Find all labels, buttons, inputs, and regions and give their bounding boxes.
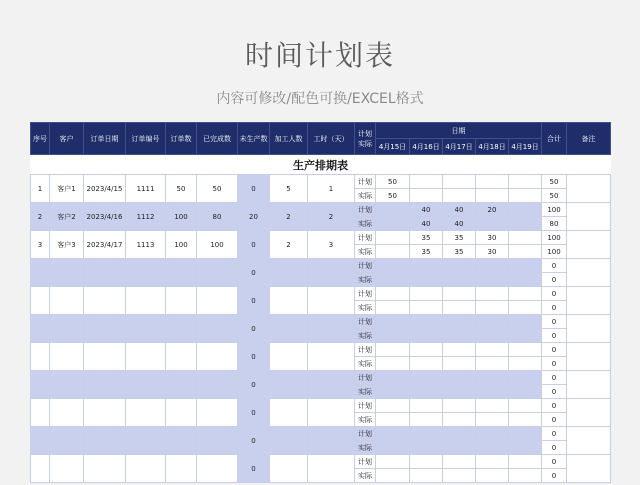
cell-plan-day[interactable] bbox=[509, 231, 542, 245]
col-date: 4月15日 bbox=[376, 139, 410, 155]
plan-label: 计划 bbox=[355, 343, 376, 357]
cell-actual-day[interactable]: 50 bbox=[376, 189, 410, 203]
cell-actual-day[interactable] bbox=[509, 413, 542, 427]
cell-workers[interactable] bbox=[270, 427, 308, 455]
cell-workers[interactable]: 2 bbox=[270, 203, 308, 231]
cell-seq[interactable]: 1 bbox=[31, 175, 50, 203]
cell-plan-day[interactable] bbox=[476, 175, 509, 189]
plan-label: 计划 bbox=[355, 455, 376, 469]
cell-plan-day[interactable] bbox=[476, 259, 509, 273]
actual-label: 实际 bbox=[355, 301, 376, 315]
cell-plan-day[interactable] bbox=[376, 455, 410, 469]
cell-hours[interactable] bbox=[308, 371, 355, 399]
cell-actual-day[interactable] bbox=[443, 329, 476, 343]
cell-remark[interactable] bbox=[567, 203, 611, 231]
col-hours: 工时（天） bbox=[308, 123, 355, 155]
col-order-date: 订单日期 bbox=[84, 123, 126, 155]
plan-label: 计划 bbox=[355, 427, 376, 441]
cell-workers[interactable] bbox=[270, 399, 308, 427]
cell-done-qty[interactable] bbox=[197, 427, 238, 455]
cell-actual-day[interactable]: 35 bbox=[443, 245, 476, 259]
cell-customer[interactable]: 客户2 bbox=[50, 203, 84, 231]
cell-actual-day[interactable] bbox=[410, 329, 443, 343]
cell-actual-day[interactable] bbox=[443, 385, 476, 399]
cell-actual-day[interactable] bbox=[509, 469, 542, 483]
cell-actual-day[interactable] bbox=[509, 329, 542, 343]
cell-remark[interactable] bbox=[567, 231, 611, 259]
cell-remark[interactable] bbox=[567, 427, 611, 455]
cell-order-no[interactable]: 1113 bbox=[126, 231, 166, 259]
cell-actual-total[interactable]: 0 bbox=[542, 413, 567, 427]
cell-plan-total[interactable]: 50 bbox=[542, 175, 567, 189]
cell-undone-qty[interactable]: 0 bbox=[238, 427, 270, 455]
table-row bbox=[31, 343, 611, 357]
cell-plan-day[interactable] bbox=[509, 343, 542, 357]
cell-plan-day[interactable]: 50 bbox=[376, 175, 410, 189]
cell-plan-total[interactable]: 0 bbox=[542, 455, 567, 469]
actual-label: 实际 bbox=[355, 273, 376, 287]
cell-actual-day[interactable] bbox=[476, 413, 509, 427]
cell-order-date[interactable] bbox=[84, 427, 126, 455]
cell-undone-qty[interactable]: 0 bbox=[238, 287, 270, 315]
cell-plan-total[interactable]: 100 bbox=[542, 203, 567, 217]
cell-order-date[interactable]: 2023/4/15 bbox=[84, 175, 126, 203]
cell-undone-qty[interactable]: 0 bbox=[238, 175, 270, 203]
cell-actual-day[interactable] bbox=[476, 469, 509, 483]
cell-remark[interactable] bbox=[567, 175, 611, 203]
cell-done-qty[interactable] bbox=[197, 399, 238, 427]
cell-actual-day[interactable] bbox=[509, 441, 542, 455]
cell-customer[interactable]: 客户3 bbox=[50, 231, 84, 259]
cell-done-qty[interactable]: 50 bbox=[197, 175, 238, 203]
page-title: 时间计划表 bbox=[244, 39, 395, 72]
cell-actual-day[interactable] bbox=[509, 385, 542, 399]
cell-plan-day[interactable] bbox=[410, 427, 443, 441]
cell-hours[interactable]: 1 bbox=[308, 175, 355, 203]
cell-plan-total[interactable]: 100 bbox=[542, 231, 567, 245]
cell-order-no[interactable]: 1112 bbox=[126, 203, 166, 231]
cell-plan-day[interactable] bbox=[376, 427, 410, 441]
cell-customer[interactable] bbox=[50, 315, 84, 343]
cell-actual-day[interactable] bbox=[443, 357, 476, 371]
cell-done-qty[interactable] bbox=[197, 343, 238, 371]
cell-actual-total[interactable]: 0 bbox=[542, 357, 567, 371]
cell-order-no[interactable] bbox=[126, 315, 166, 343]
cell-actual-total[interactable]: 0 bbox=[542, 385, 567, 399]
cell-remark[interactable] bbox=[567, 259, 611, 287]
cell-plan-day[interactable] bbox=[509, 371, 542, 385]
cell-hours[interactable] bbox=[308, 399, 355, 427]
table-row bbox=[31, 315, 611, 329]
cell-actual-day[interactable] bbox=[443, 469, 476, 483]
actual-label: 实际 bbox=[355, 441, 376, 455]
cell-actual-day[interactable] bbox=[376, 357, 410, 371]
cell-actual-day[interactable] bbox=[410, 413, 443, 427]
cell-plan-day[interactable] bbox=[376, 287, 410, 301]
cell-undone-qty[interactable]: 0 bbox=[238, 371, 270, 399]
cell-order-qty[interactable] bbox=[166, 399, 197, 427]
schedule-sheet bbox=[30, 122, 610, 483]
cell-actual-day[interactable] bbox=[410, 385, 443, 399]
cell-plan-day[interactable] bbox=[410, 315, 443, 329]
col-workers: 加工人数 bbox=[270, 123, 308, 155]
cell-seq[interactable] bbox=[31, 455, 50, 483]
cell-customer[interactable] bbox=[50, 427, 84, 455]
col-date: 4月16日 bbox=[410, 139, 443, 155]
table-row bbox=[31, 203, 611, 217]
cell-actual-day[interactable] bbox=[376, 301, 410, 315]
cell-plan-day[interactable]: 40 bbox=[410, 203, 443, 217]
cell-plan-total[interactable]: 0 bbox=[542, 399, 567, 413]
cell-actual-day[interactable] bbox=[376, 273, 410, 287]
cell-customer[interactable] bbox=[50, 371, 84, 399]
cell-workers[interactable] bbox=[270, 315, 308, 343]
cell-plan-total[interactable]: 0 bbox=[542, 315, 567, 329]
cell-done-qty[interactable] bbox=[197, 259, 238, 287]
cell-plan-day[interactable] bbox=[476, 343, 509, 357]
cell-actual-day[interactable] bbox=[376, 469, 410, 483]
cell-plan-day[interactable] bbox=[376, 399, 410, 413]
cell-order-qty[interactable]: 100 bbox=[166, 203, 197, 231]
col-date: 4月17日 bbox=[443, 139, 476, 155]
cell-actual-day[interactable] bbox=[476, 189, 509, 203]
cell-actual-day[interactable] bbox=[410, 189, 443, 203]
cell-order-no[interactable] bbox=[126, 371, 166, 399]
table-row bbox=[31, 287, 611, 301]
cell-plan-day[interactable] bbox=[443, 399, 476, 413]
cell-plan-day[interactable] bbox=[376, 259, 410, 273]
cell-actual-day[interactable] bbox=[443, 301, 476, 315]
cell-undone-qty[interactable]: 0 bbox=[238, 455, 270, 483]
cell-order-qty[interactable] bbox=[166, 455, 197, 483]
cell-plan-day[interactable] bbox=[443, 343, 476, 357]
cell-actual-day[interactable] bbox=[509, 273, 542, 287]
cell-order-qty[interactable] bbox=[166, 371, 197, 399]
col-undone-qty: 未生产数 bbox=[238, 123, 270, 155]
cell-actual-day[interactable] bbox=[476, 357, 509, 371]
table-row bbox=[31, 231, 611, 245]
cell-plan-day[interactable] bbox=[476, 455, 509, 469]
cell-actual-day[interactable] bbox=[410, 357, 443, 371]
cell-plan-total[interactable]: 0 bbox=[542, 343, 567, 357]
cell-order-date[interactable] bbox=[84, 259, 126, 287]
cell-actual-day[interactable] bbox=[509, 189, 542, 203]
cell-workers[interactable] bbox=[270, 371, 308, 399]
cell-seq[interactable] bbox=[31, 315, 50, 343]
cell-plan-day[interactable] bbox=[476, 287, 509, 301]
col-done-qty: 已完成数 bbox=[197, 123, 238, 155]
cell-remark[interactable] bbox=[567, 287, 611, 315]
cell-order-date[interactable] bbox=[84, 371, 126, 399]
cell-plan-day[interactable] bbox=[410, 371, 443, 385]
cell-actual-day[interactable] bbox=[376, 245, 410, 259]
cell-order-date[interactable] bbox=[84, 315, 126, 343]
cell-actual-total[interactable]: 0 bbox=[542, 469, 567, 483]
col-order-qty: 订单数 bbox=[166, 123, 197, 155]
cell-plan-day[interactable] bbox=[443, 427, 476, 441]
cell-hours[interactable] bbox=[308, 259, 355, 287]
cell-plan-day[interactable] bbox=[376, 231, 410, 245]
actual-label: 实际 bbox=[355, 245, 376, 259]
cell-plan-day[interactable] bbox=[376, 203, 410, 217]
cell-actual-day[interactable] bbox=[476, 217, 509, 231]
cell-remark[interactable] bbox=[567, 343, 611, 371]
cell-seq[interactable] bbox=[31, 259, 50, 287]
cell-order-qty[interactable]: 100 bbox=[166, 231, 197, 259]
col-date: 4月19日 bbox=[509, 139, 542, 155]
cell-plan-total[interactable]: 0 bbox=[542, 287, 567, 301]
plan-label: 计划 bbox=[355, 203, 376, 217]
cell-actual-day[interactable]: 35 bbox=[410, 245, 443, 259]
actual-label: 实际 bbox=[355, 329, 376, 343]
cell-plan-day[interactable] bbox=[476, 399, 509, 413]
actual-label: 实际 bbox=[355, 357, 376, 371]
cell-actual-total[interactable]: 0 bbox=[542, 329, 567, 343]
cell-plan-day[interactable] bbox=[410, 287, 443, 301]
cell-order-qty[interactable] bbox=[166, 427, 197, 455]
cell-actual-day[interactable] bbox=[443, 413, 476, 427]
cell-hours[interactable] bbox=[308, 287, 355, 315]
cell-order-date[interactable] bbox=[84, 455, 126, 483]
cell-order-no[interactable] bbox=[126, 343, 166, 371]
page-subtitle: 内容可修改/配色可换/EXCEL格式 bbox=[216, 91, 424, 107]
col-date-group: 日期 bbox=[376, 123, 542, 139]
cell-undone-qty[interactable]: 0 bbox=[238, 231, 270, 259]
schedule-body bbox=[31, 175, 611, 483]
cell-actual-day[interactable] bbox=[410, 441, 443, 455]
cell-done-qty[interactable]: 100 bbox=[197, 231, 238, 259]
cell-undone-qty[interactable]: 20 bbox=[238, 203, 270, 231]
cell-customer[interactable] bbox=[50, 399, 84, 427]
cell-actual-total[interactable]: 0 bbox=[542, 273, 567, 287]
table-row bbox=[31, 371, 611, 385]
cell-plan-day[interactable] bbox=[376, 371, 410, 385]
cell-customer[interactable]: 客户1 bbox=[50, 175, 84, 203]
table-row bbox=[31, 427, 611, 441]
cell-order-date[interactable]: 2023/4/16 bbox=[84, 203, 126, 231]
cell-seq[interactable] bbox=[31, 371, 50, 399]
col-order-no: 订单编号 bbox=[126, 123, 166, 155]
cell-actual-day[interactable] bbox=[509, 357, 542, 371]
cell-actual-day[interactable] bbox=[376, 413, 410, 427]
cell-plan-total[interactable]: 0 bbox=[542, 259, 567, 273]
plan-label: 计划 bbox=[355, 315, 376, 329]
cell-plan-day[interactable] bbox=[509, 315, 542, 329]
cell-done-qty[interactable] bbox=[197, 371, 238, 399]
cell-actual-day[interactable] bbox=[376, 441, 410, 455]
cell-plan-day[interactable] bbox=[476, 427, 509, 441]
cell-order-date[interactable] bbox=[84, 287, 126, 315]
cell-done-qty[interactable] bbox=[197, 455, 238, 483]
cell-customer[interactable] bbox=[50, 455, 84, 483]
col-plan-actual: 计划 实际 bbox=[355, 123, 376, 155]
cell-plan-total[interactable]: 0 bbox=[542, 427, 567, 441]
schedule-table bbox=[30, 122, 611, 483]
cell-customer[interactable] bbox=[50, 343, 84, 371]
cell-undone-qty[interactable]: 0 bbox=[238, 343, 270, 371]
actual-label: 实际 bbox=[355, 469, 376, 483]
cell-plan-day[interactable] bbox=[410, 175, 443, 189]
cell-actual-total[interactable]: 100 bbox=[542, 245, 567, 259]
cell-order-qty[interactable] bbox=[166, 315, 197, 343]
col-remark: 备注 bbox=[567, 123, 611, 155]
plan-label: 计划 bbox=[355, 399, 376, 413]
cell-remark[interactable] bbox=[567, 315, 611, 343]
cell-customer[interactable] bbox=[50, 259, 84, 287]
cell-workers[interactable] bbox=[270, 455, 308, 483]
cell-order-date[interactable] bbox=[84, 399, 126, 427]
cell-plan-day[interactable] bbox=[376, 315, 410, 329]
cell-workers[interactable]: 5 bbox=[270, 175, 308, 203]
cell-order-qty[interactable] bbox=[166, 343, 197, 371]
cell-order-no[interactable] bbox=[126, 287, 166, 315]
cell-actual-day[interactable] bbox=[376, 217, 410, 231]
cell-actual-day[interactable] bbox=[476, 385, 509, 399]
cell-plan-day[interactable]: 20 bbox=[476, 203, 509, 217]
cell-plan-day[interactable] bbox=[509, 259, 542, 273]
cell-plan-day[interactable] bbox=[410, 455, 443, 469]
cell-plan-day[interactable] bbox=[410, 259, 443, 273]
cell-actual-day[interactable]: 40 bbox=[410, 217, 443, 231]
cell-plan-day[interactable] bbox=[443, 287, 476, 301]
cell-order-no[interactable] bbox=[126, 455, 166, 483]
cell-actual-total[interactable]: 0 bbox=[542, 301, 567, 315]
cell-actual-day[interactable] bbox=[410, 301, 443, 315]
cell-plan-day[interactable] bbox=[443, 315, 476, 329]
sheet-title: 生产排期表 bbox=[31, 155, 611, 175]
cell-plan-day[interactable] bbox=[443, 175, 476, 189]
cell-actual-total[interactable]: 80 bbox=[542, 217, 567, 231]
cell-order-date[interactable] bbox=[84, 343, 126, 371]
cell-hours[interactable]: 3 bbox=[308, 231, 355, 259]
cell-order-no[interactable] bbox=[126, 259, 166, 287]
cell-plan-day[interactable] bbox=[410, 343, 443, 357]
cell-actual-day[interactable]: 30 bbox=[476, 245, 509, 259]
actual-label: 实际 bbox=[355, 189, 376, 203]
table-row bbox=[31, 175, 611, 189]
cell-plan-day[interactable] bbox=[509, 203, 542, 217]
col-date: 4月18日 bbox=[476, 139, 509, 155]
cell-workers[interactable] bbox=[270, 287, 308, 315]
cell-hours[interactable] bbox=[308, 343, 355, 371]
cell-actual-day[interactable] bbox=[476, 441, 509, 455]
cell-plan-day[interactable]: 40 bbox=[443, 203, 476, 217]
table-row bbox=[31, 259, 611, 273]
cell-workers[interactable] bbox=[270, 343, 308, 371]
col-seq: 序号 bbox=[31, 123, 50, 155]
plan-label: 计划 bbox=[355, 231, 376, 245]
cell-workers[interactable] bbox=[270, 259, 308, 287]
cell-customer[interactable] bbox=[50, 287, 84, 315]
cell-actual-day[interactable] bbox=[476, 301, 509, 315]
cell-remark[interactable] bbox=[567, 399, 611, 427]
cell-actual-day[interactable] bbox=[509, 245, 542, 259]
col-total: 合计 bbox=[542, 123, 567, 155]
cell-remark[interactable] bbox=[567, 371, 611, 399]
cell-plan-day[interactable] bbox=[443, 371, 476, 385]
table-row bbox=[31, 399, 611, 413]
cell-hours[interactable] bbox=[308, 455, 355, 483]
col-customer: 客户 bbox=[50, 123, 84, 155]
cell-actual-day[interactable] bbox=[443, 273, 476, 287]
table-row bbox=[31, 455, 611, 469]
cell-plan-day[interactable] bbox=[509, 427, 542, 441]
cell-done-qty[interactable] bbox=[197, 315, 238, 343]
cell-plan-day[interactable] bbox=[476, 315, 509, 329]
cell-undone-qty[interactable]: 0 bbox=[238, 259, 270, 287]
cell-plan-day[interactable] bbox=[376, 343, 410, 357]
plan-label: 计划 bbox=[355, 175, 376, 189]
cell-order-qty[interactable]: 50 bbox=[166, 175, 197, 203]
cell-plan-total[interactable]: 0 bbox=[542, 371, 567, 385]
actual-label: 实际 bbox=[355, 385, 376, 399]
cell-order-no[interactable] bbox=[126, 427, 166, 455]
cell-seq[interactable] bbox=[31, 287, 50, 315]
cell-seq[interactable] bbox=[31, 427, 50, 455]
cell-actual-day[interactable] bbox=[476, 329, 509, 343]
cell-actual-day[interactable] bbox=[509, 301, 542, 315]
cell-actual-day[interactable] bbox=[410, 469, 443, 483]
cell-order-date[interactable]: 2023/4/17 bbox=[84, 231, 126, 259]
cell-actual-day[interactable] bbox=[443, 189, 476, 203]
cell-order-qty[interactable] bbox=[166, 259, 197, 287]
cell-plan-day[interactable]: 35 bbox=[410, 231, 443, 245]
cell-plan-day[interactable] bbox=[410, 399, 443, 413]
cell-hours[interactable]: 2 bbox=[308, 203, 355, 231]
cell-plan-day[interactable] bbox=[443, 455, 476, 469]
cell-plan-day[interactable] bbox=[443, 259, 476, 273]
cell-actual-day[interactable] bbox=[476, 273, 509, 287]
cell-done-qty[interactable]: 80 bbox=[197, 203, 238, 231]
cell-seq[interactable] bbox=[31, 399, 50, 427]
cell-workers[interactable]: 2 bbox=[270, 231, 308, 259]
cell-actual-day[interactable] bbox=[376, 385, 410, 399]
cell-plan-day[interactable] bbox=[509, 175, 542, 189]
cell-undone-qty[interactable]: 0 bbox=[238, 315, 270, 343]
cell-seq[interactable] bbox=[31, 343, 50, 371]
cell-plan-day[interactable] bbox=[509, 399, 542, 413]
actual-label: 实际 bbox=[355, 217, 376, 231]
cell-actual-day[interactable] bbox=[376, 329, 410, 343]
actual-label: 实际 bbox=[355, 413, 376, 427]
cell-plan-day[interactable]: 30 bbox=[476, 231, 509, 245]
plan-label: 计划 bbox=[355, 259, 376, 273]
plan-label: 计划 bbox=[355, 371, 376, 385]
cell-plan-day[interactable] bbox=[509, 455, 542, 469]
cell-order-qty[interactable] bbox=[166, 287, 197, 315]
cell-actual-day[interactable] bbox=[509, 217, 542, 231]
cell-hours[interactable] bbox=[308, 427, 355, 455]
cell-undone-qty[interactable]: 0 bbox=[238, 399, 270, 427]
cell-actual-day[interactable]: 40 bbox=[443, 217, 476, 231]
cell-seq[interactable]: 2 bbox=[31, 203, 50, 231]
cell-hours[interactable] bbox=[308, 315, 355, 343]
cell-done-qty[interactable] bbox=[197, 287, 238, 315]
cell-order-no[interactable]: 1111 bbox=[126, 175, 166, 203]
cell-plan-day[interactable] bbox=[509, 287, 542, 301]
cell-plan-day[interactable]: 35 bbox=[443, 231, 476, 245]
cell-seq[interactable]: 3 bbox=[31, 231, 50, 259]
cell-actual-day[interactable] bbox=[410, 273, 443, 287]
cell-plan-day[interactable] bbox=[476, 371, 509, 385]
cell-actual-total[interactable]: 0 bbox=[542, 441, 567, 455]
cell-actual-day[interactable] bbox=[443, 441, 476, 455]
cell-remark[interactable] bbox=[567, 455, 611, 483]
cell-order-no[interactable] bbox=[126, 399, 166, 427]
cell-actual-total[interactable]: 50 bbox=[542, 189, 567, 203]
plan-label: 计划 bbox=[355, 287, 376, 301]
